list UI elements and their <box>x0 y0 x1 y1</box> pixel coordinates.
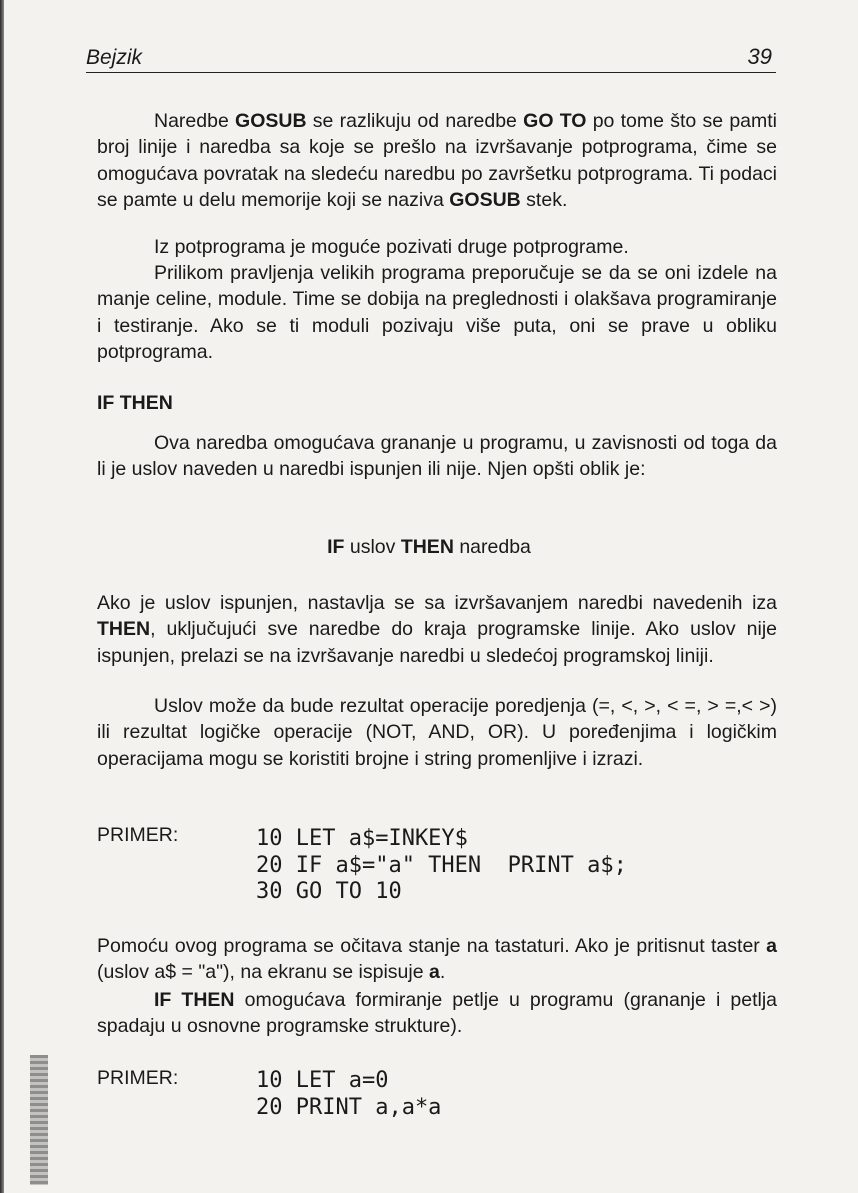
gosub-paragraph-1: Naredbe GOSUB se razlikuju od naredbe GO TO po tome što se pamti broj linije i naredba sa koje se prešlo na izvršavanje potprograma, čime se omogućava povratak na sledeću naredbu po završetku potprograma. Ti podaci se pamte u delu memorije koji se naziva GOSUB stek. <box>97 110 778 212</box>
keyword-gosub: GOSUB <box>449 189 521 212</box>
example-label-1: PRIMER: <box>97 824 179 846</box>
keyword-goto: GO TO <box>523 110 587 132</box>
code-block-2 <box>256 1068 441 1121</box>
code-line: 30 GO TO 10 <box>256 879 402 904</box>
if-then-paragraph-4: Pomoću ovog programa se očitava stanje na tastaturi. Ako je pritisnut taster a (uslov a$ = "a"), na ekranu se ispisuje a. <box>97 935 777 984</box>
keyword-if-then: IF THEN <box>154 989 235 1011</box>
if-then-paragraph-5: IF THEN omogućava formiranje petlje u programu (grananje i petlja spadaju u osnovne programske strukture). <box>97 989 777 1038</box>
keyword-gosub: GOSUB <box>235 110 307 132</box>
code-line: 10 LET a=0 <box>256 1068 389 1093</box>
code-line: 20 IF a$="a" THEN PRINT a$; <box>256 852 627 878</box>
if-then-paragraph-1: Ova naredba omogućava grananje u programu, u zavisnosti od toga da li je uslov naveden u naredbi ispunjen ili nije. Njen opšti oblik je: <box>97 432 777 481</box>
page-header <box>86 44 776 73</box>
gosub-paragraph-3: Prilikom pravljenja velikih programa preporučuje se da se oni izdele na manje celine, module. Time se dobija na preglednosti i olakšava programiranje i testiranje. Ako se ti moduli pozivaju više puta, oni se prave u obliku potprograma. <box>97 262 777 364</box>
page-edge <box>0 0 4 1193</box>
running-title: Bejzik <box>86 46 143 69</box>
code-block-1 <box>256 826 627 906</box>
keyword-then: THEN <box>97 618 151 641</box>
syntax-line: IF uslov THEN naredba <box>327 536 531 558</box>
if-then-paragraph-2: Ako je uslov ispunjen, nastavlja se sa izvršavanjem naredbi navedenih iza THEN, uključujući sve naredbe do kraja programske linije. Ako uslov nije ispunjen, prelazi se na izvršavanje naredbi u sledećoj programskoj liniji. <box>97 592 777 667</box>
if-then-paragraph-3: Uslov može da bude rezultat operacije poredjenja (=, <, >, < =, > =,< >) ili rezultat logičke operacije (NOT, AND, OR). U poređenjima i logičkim operacijama mogu se koristiti brojne i string promenljive i izrazi. <box>97 695 777 770</box>
code-line: 10 LET a$=INKEY$ <box>256 826 468 851</box>
example-label-2: PRIMER: <box>97 1067 179 1089</box>
code-line: 20 PRINT a,a*a <box>256 1094 442 1120</box>
section-heading-if-then: IF THEN <box>97 392 173 414</box>
page-number: 39 <box>747 44 772 69</box>
gosub-paragraph-2: Iz potprograma je moguće pozivati druge potprograme. <box>154 236 629 258</box>
binding-mark <box>30 1055 48 1185</box>
